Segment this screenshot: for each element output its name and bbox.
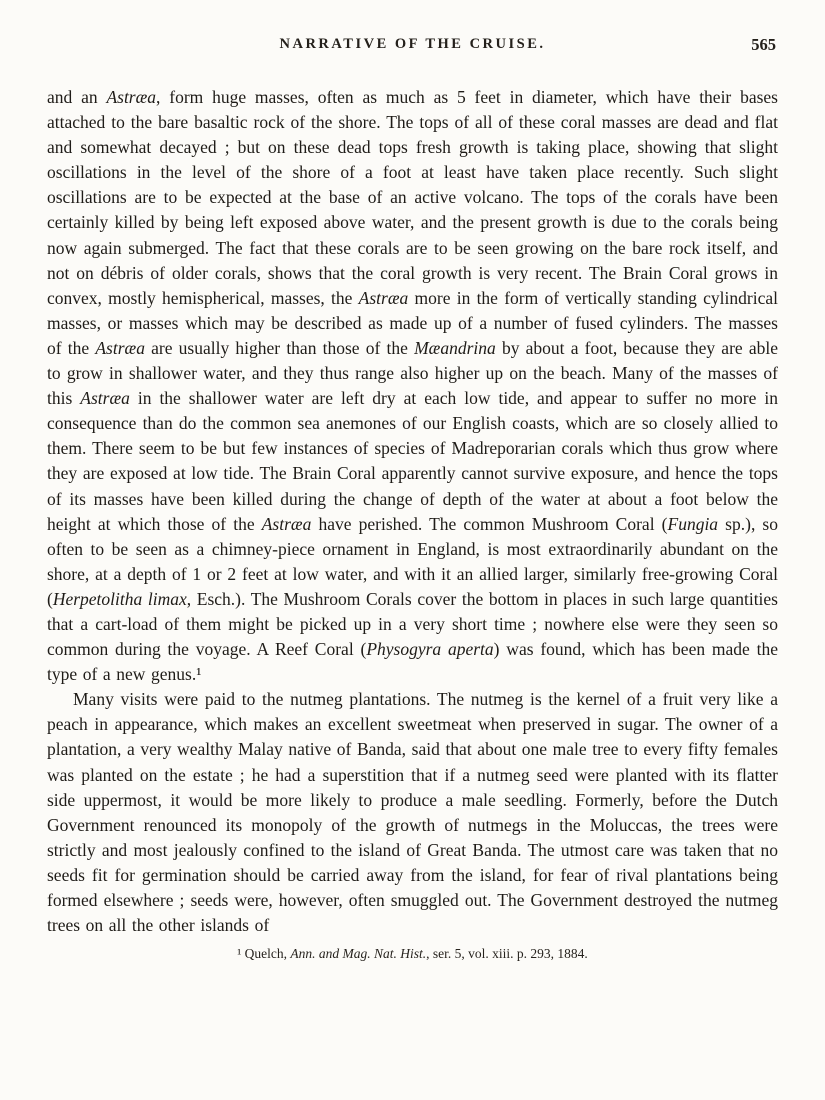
text-run: sp.), so often to be seen as a chimney-piece ornament in England, is most extraordinarily abundant on the shore, at a depth of 1 or 2 feet at low water, and with it an allied larger, similarly free-growing Coral ( xyxy=(47,513,778,609)
italic-text-run: Mæandrina xyxy=(414,337,496,358)
text-run: , Esch.). The Mushroom Corals cover the bottom in places in such large quantities that a cart-load of them might be picked up in a very short time ; nowhere else were they seen so common during the voyage. A Reef Coral ( xyxy=(47,588,778,660)
text-run: have perished. The common Mushroom Coral ( xyxy=(311,513,668,534)
text-run: more in the form of vertically standing cylindrical masses, or masses which may be described as made up of a number of fused cylinders. The masses of the xyxy=(47,287,778,358)
italic-text-run: Astræa xyxy=(80,388,130,409)
page-number: 565 xyxy=(751,35,776,54)
italic-text-run: Herpetolitha limax xyxy=(52,588,187,609)
text-run: and an xyxy=(47,87,107,107)
text-run: by about a foot, because they are able to grow in shallower water, and they thus range also higher up on the beach. Many of the masses of this xyxy=(47,337,778,409)
italic-text-run: Astræa xyxy=(95,337,145,358)
italic-text-run: Physogyra aperta xyxy=(366,639,494,660)
footnote xyxy=(47,946,778,962)
italic-text-run: Astræa xyxy=(261,513,312,534)
page-header xyxy=(47,36,778,58)
italic-text-run: Astræa xyxy=(106,87,157,107)
italic-text-run: Astræa xyxy=(358,287,409,308)
paragraph-corals xyxy=(47,85,778,687)
italic-text-run: Ann. and Mag. Nat. Hist. xyxy=(290,946,427,962)
italic-text-run: Fungia xyxy=(667,513,719,534)
text-run: Many visits were paid to the nutmeg plantations. The nutmeg is the kernel of a fruit very like a peach in appearance, which makes an excellent sweetmeat when preserved in sugar. The owner of a plantation, a very wealthy Malay native of Banda, said that about one male tree to every fifty females was planted on the estate ; he had a superstition that if a nutmeg seed were planted with its flatter side uppermost, it would be more likely to produce a male seedling. Formerly, before the Dutch Government renounced its monopoly of the growth of nutmegs in the Moluccas, the trees were strictly and most jealously confined to the island of Great Banda. The utmost care was taken that no seeds fit for germination should be carried away from the island, for fear of rival plantations being formed elsewhere ; seeds were, however, often smuggled out. The Government destroyed the nutmeg trees on all the other islands of xyxy=(47,689,778,936)
text-run: ¹ Quelch, xyxy=(237,946,291,962)
running-title: NARRATIVE OF THE CRUISE. xyxy=(279,36,546,52)
body-text xyxy=(47,85,778,938)
text-run: ) was found, which has been made the type of a new genus.¹ xyxy=(47,639,778,685)
text-run: , form huge masses, often as much as 5 feet in diameter, which have their bases attached to the bare basaltic rock of the shore. The tops of all of these coral masses are dead and flat and somewhat decayed ; but on these dead tops fresh growth is taking place, showing that slight oscillations in the level of the shore of a foot at least have taken place recently. Such slight oscillations are to be expected at the base of an active volcano. The tops of the corals have been certainly killed by being left exposed above water, and the present growth is due to the corals being now again submerged. The fact that these corals are to be seen growing on the bare rock itself, and not on débris of older corals, shows that the coral growth is very recent. The Brain Coral grows in convex, mostly hemispherical, masses, the xyxy=(47,87,778,308)
text-run: in the shallower water are left dry at each low tide, and appear to suffer no more in consequence than do the common sea anemones of our English coasts, which are so closely allied to them. There seem to be but few instances of species of Madreporarian corals which thus grow where they are exposed at low tide. The Brain Coral apparently cannot survive exposure, and hence the tops of its masses have been killed during the change of depth of the water at about a foot below the height at which those of the xyxy=(47,388,778,534)
paragraph-nutmeg xyxy=(47,687,778,938)
text-run: , ser. 5, vol. xiii. p. 293, 1884. xyxy=(426,946,588,962)
text-run: are usually higher than those of the xyxy=(144,337,415,358)
